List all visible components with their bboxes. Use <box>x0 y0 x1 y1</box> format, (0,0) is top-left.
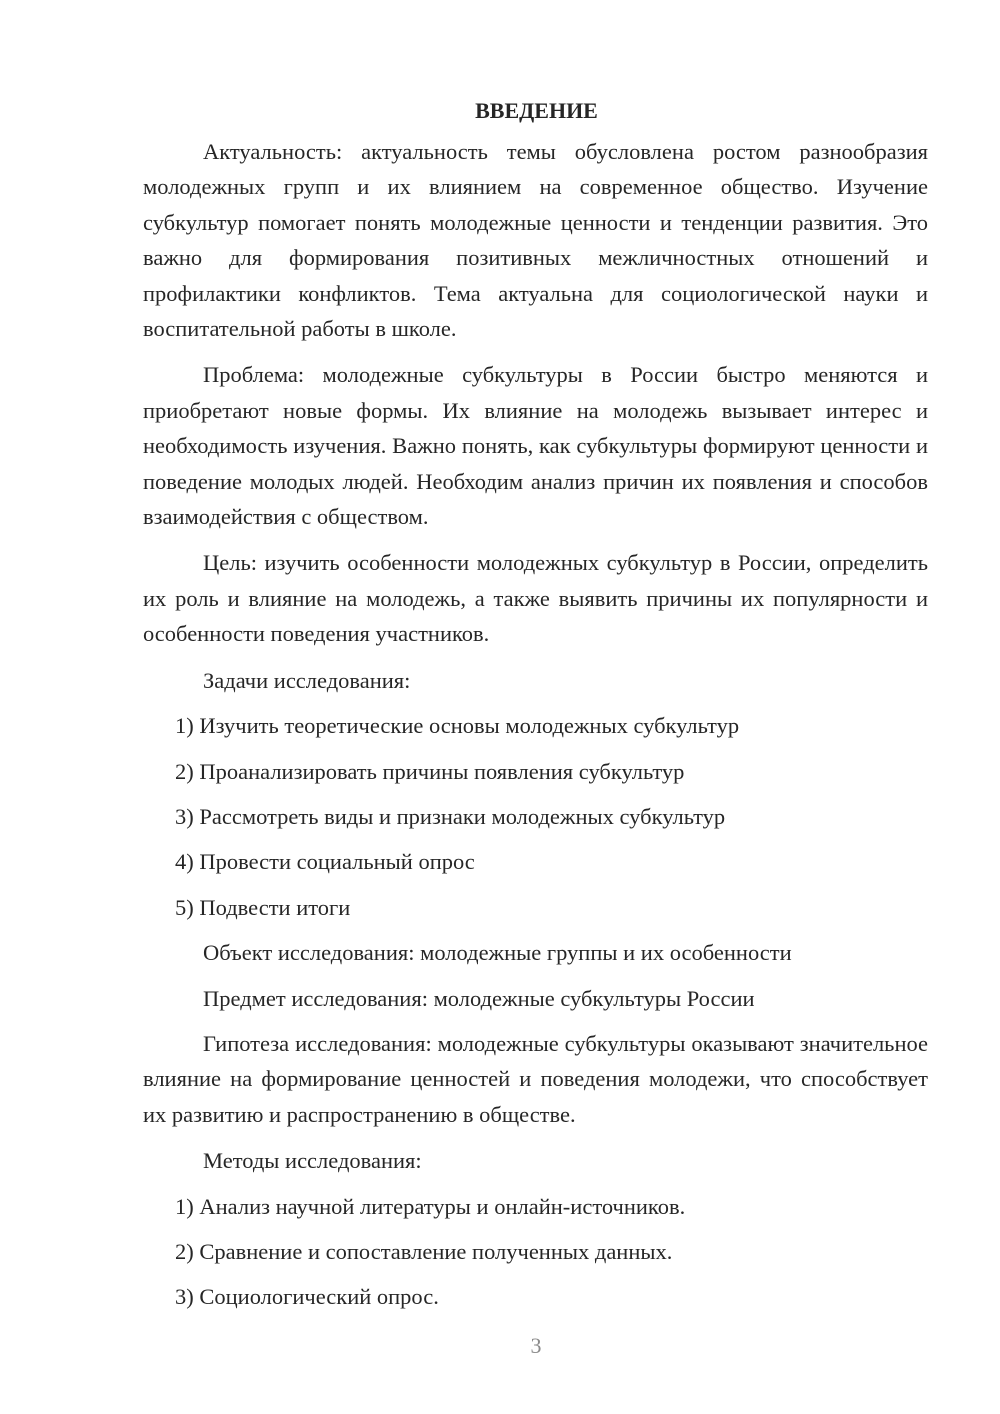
methods-list <box>143 1189 928 1315</box>
list-item: 1) Изучить теоретические основы молодежных субкультур <box>175 713 740 739</box>
goal-paragraph: Цель: изучить особенности молодежных субкультур в России, определить их роль и влияние на молодежь, а также выявить причины их популярности и особенности поведения участников. <box>143 550 928 647</box>
object-paragraph: Объект исследования: молодежные группы и их особенности <box>203 940 792 966</box>
page-content <box>143 93 928 1325</box>
list-item: 2) Проанализировать причины появления субкультур <box>175 758 685 784</box>
problem-paragraph: Проблема: молодежные субкультуры в России быстро меняются и приобретают новые формы. Их влияние на молодежь вызывает интерес и необходимость изучения. Важно понять, как субкультуры формируют ценности и поведение молодых людей. Необходим анализ причин их появления и способов взаимодействия с обществом. <box>143 362 928 530</box>
list-item: 3) Социологический опрос. <box>175 1284 439 1310</box>
subject-paragraph: Предмет исследования: молодежные субкультуры России <box>203 985 755 1011</box>
section-heading: ВВЕДЕНИЕ <box>475 98 598 123</box>
list-item: 4) Провести социальный опрос <box>175 849 475 875</box>
hypothesis-paragraph: Гипотеза исследования: молодежные субкультуры оказывают значительное влияние на формирование ценностей и поведения молодежи, что способствует их развитию и распространению в обществе. <box>143 1030 928 1127</box>
list-item: 5) Подвести итоги <box>175 894 351 920</box>
page-number: 3 <box>530 1333 542 1358</box>
list-item: 2) Сравнение и сопоставление полученных данных. <box>175 1238 673 1264</box>
relevance-paragraph: Актуальность: актуальность темы обусловлена ростом разнообразия молодежных групп и их влиянием на современное общество. Изучение субкультур помогает понять молодежные ценности и тенденции развития. Это важно для формирования позитивных межличностных отношений и профилактики конфликтов. Тема актуальна для социологической науки и воспитательной работы в школе. <box>143 139 928 342</box>
tasks-list <box>143 708 928 925</box>
list-item: 3) Рассмотреть виды и признаки молодежных субкультур <box>175 803 726 829</box>
tasks-label: Задачи исследования: <box>203 667 411 693</box>
methods-label: Методы исследования: <box>203 1148 422 1174</box>
list-item: 1) Анализ научной литературы и онлайн-источников. <box>175 1193 686 1219</box>
